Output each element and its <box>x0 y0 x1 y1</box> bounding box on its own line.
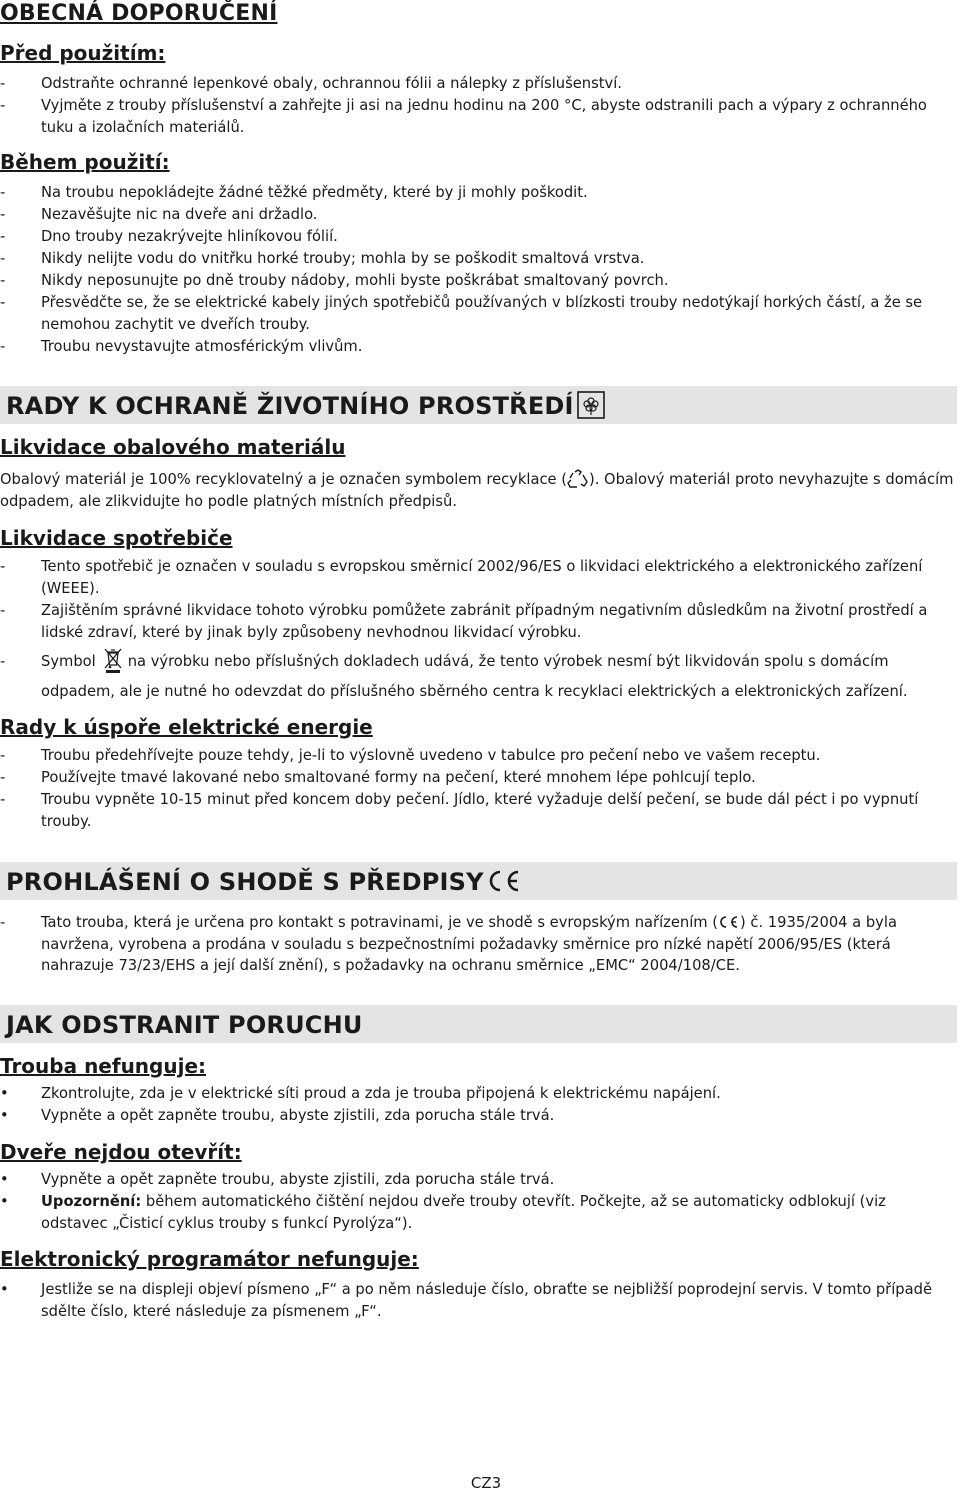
conformity-section-band <box>0 862 957 900</box>
list-dash: - <box>0 791 6 808</box>
energy-saving-heading: Rady k úspoře elektrické energie <box>0 715 373 739</box>
before-use-heading: Před použitím: <box>0 41 166 65</box>
appliance-disposal-heading: Likvidace spotřebiče <box>0 526 233 550</box>
during-use-heading: Během použití: <box>0 150 170 174</box>
eco-flower-icon <box>576 390 606 420</box>
list-item-text: Troubu předehřívejte pouze tehdy, je-li to výslovně uvedeno v tabulce pro pečení nebo ve vašem receptu. <box>41 747 821 764</box>
list-dash: - <box>0 653 6 670</box>
list-dash: - <box>0 558 6 575</box>
list-item-text: Odstraňte ochranné lepenkové obaly, ochrannou fólii a nálepky z příslušenství. <box>41 75 622 92</box>
bullet-item-text <box>41 1191 955 1234</box>
conformity-text-end: ) č. 1935/2004 a byla navržena, vyrobena a prodána v souladu s bezpečnostními požadavky směrnice pro nízké napětí 2006/95/ES (která nahrazuje 73/23/EHS a její další znění), s požadavky na ochranu směrnice „EMC“ 2004/108/CE. <box>41 914 897 974</box>
conformity-text-start: Tato trouba, která je určena pro kontakt s potravinami, je ve shodě s evropským nařízením ( <box>41 914 718 931</box>
list-item-text: Nezavěšujte nic na dveře ani držadlo. <box>41 206 318 223</box>
bullet-item-text: Vypněte a opět zapněte troubu, abyste zjistili, zda porucha stále trvá. <box>41 1107 555 1124</box>
list-dash: - <box>0 184 6 201</box>
list-item-text: Troubu vypněte 10-15 minut před koncem doby pečení. Jídlo, které vyžaduje delší pečení, se bude dál péct i po vypnutí trouby. <box>41 791 919 830</box>
list-dash: - <box>0 97 6 114</box>
list-item-text: Nikdy nelijte vodu do vnitřku horké trouby; mohla by se poškodit smaltová vrstva. <box>41 250 645 267</box>
list-dash: - <box>0 228 6 245</box>
bullet-item-text: Zkontrolujte, zda je v elektrické síti proud a zda je trouba připojená k elektrickému napájení. <box>41 1085 721 1102</box>
warning-label: Upozornění: <box>41 1193 142 1210</box>
list-item-text: Používejte tmavé lakované nebo smaltované formy na pečení, které mnohem lépe pohlcují teplo. <box>41 769 756 786</box>
list-item-text: Na troubu nepokládejte žádné těžké předměty, které by ji mohly poškodit. <box>41 184 588 201</box>
list-item-text: Vyjměte z trouby příslušenství a zahřejte ji asi na jednu hodinu na 200 °C, abyste odstranili pach a výpary z ochranného tuku a izolačních materiálů. <box>41 97 927 136</box>
conformity-heading: PROHLÁŠENÍ O SHODĚ S PŘEDPISY <box>6 867 523 897</box>
packaging-disposal-heading: Likvidace obalového materiálu <box>0 435 346 459</box>
list-item-text: Troubu nevystavujte atmosférickým vlivům. <box>41 338 363 355</box>
door-not-opening-heading: Dveře nejdou otevřít: <box>0 1140 242 1164</box>
packaging-text-start: Obalový materiál je 100% recyklovatelný a je označen symbolem recyklace ( <box>0 471 567 488</box>
oven-not-working-heading: Trouba nefunguje: <box>0 1054 207 1078</box>
ce-mark-icon <box>718 915 740 929</box>
packaging-paragraph <box>0 469 957 512</box>
list-item-text: Přesvědčte se, že se elektrické kabely jiných spotřebičů používaných v blízkosti trouby nedotýkají horkých částí, a že se nemohou zachytit ve dveřích trouby. <box>41 294 923 333</box>
bullet-item-text: Vypněte a opět zapněte troubu, abyste zjistili, zda porucha stále trvá. <box>41 1171 555 1188</box>
environment-section-band <box>0 386 957 424</box>
programmer-not-working-heading: Elektronický programátor nefunguje: <box>0 1247 419 1271</box>
bullet-marker: • <box>0 1171 9 1188</box>
list-item-text: Zajištěním správné likvidace tohoto výrobku pomůžete zabránit případným negativním důsledkům na životní prostředí a lidské zdraví, které by jinak byly způsobeny nevhodnou likvidací výrobku. <box>41 602 928 641</box>
bullet-marker: • <box>0 1193 9 1210</box>
troubleshooting-section-band <box>0 1005 957 1043</box>
list-item-text: Tento spotřebič je označen v souladu s evropskou směrnicí 2002/96/ES o likvidaci elektrického a elektronického zařízení (WEEE). <box>41 558 923 597</box>
bullet-marker: • <box>0 1281 9 1298</box>
list-item-text: Nikdy neposunujte po dně trouby nádoby, mohli byste poškrábat smaltovaný povrch. <box>41 272 669 289</box>
list-dash: - <box>0 914 6 931</box>
list-dash: - <box>0 602 6 619</box>
list-dash: - <box>0 206 6 223</box>
symbol-description: na výrobku nebo příslušných dokladech udává, že tento výrobek nesmí být likvidován spolu s domácím <box>127 653 889 670</box>
bullet-item-text: Jestliže se na displeji objeví písmeno „F“ a po něm následuje číslo, obraťte se nejbližší poprodejní servis. V tomto případě sdělte číslo, které následuje za písmenem „F“. <box>41 1281 932 1320</box>
list-dash: - <box>0 338 6 355</box>
list-dash: - <box>0 272 6 289</box>
conformity-text <box>41 912 955 977</box>
environment-heading: RADY K OCHRANĚ ŽIVOTNÍHO PROSTŘEDÍ <box>6 391 606 421</box>
list-dash: - <box>0 747 6 764</box>
list-dash: - <box>0 294 6 311</box>
crossed-out-bin-icon <box>99 647 127 673</box>
warning-text: během automatického čištění nejdou dveře trouby otevřít. Počkejte, až se automaticky odblokují (viz odstavec „Čisticí cyklus trouby s funkcí Pyrolýza“). <box>41 1193 886 1232</box>
list-dash: - <box>0 250 6 267</box>
recycle-icon <box>567 469 589 489</box>
list-item-text: odpadem, ale je nutné ho odevzdat do příslušného sběrného centra k recyklaci elektrických a elektronických zařízení. <box>41 683 908 700</box>
list-dash: - <box>0 75 6 92</box>
troubleshooting-heading: JAK ODSTRANIT PORUCHU <box>6 1011 363 1039</box>
packaging-text-end: ). Obalový materiál proto nevyhazujte s domácím odpadem, ale zlikvidujte ho podle platných místních předpisů. <box>0 471 954 510</box>
symbol-word: Symbol <box>41 653 96 670</box>
list-item-text: Dno trouby nezakrývejte hliníkovou fólií. <box>41 228 338 245</box>
ce-mark-icon <box>487 869 523 893</box>
list-dash: - <box>0 769 6 786</box>
page-number: CZ3 <box>470 1474 502 1492</box>
general-recommendations-heading: OBECNÁ DOPORUČENÍ <box>0 1 278 26</box>
list-item-text <box>41 651 955 673</box>
bullet-marker: • <box>0 1085 9 1102</box>
bullet-marker: • <box>0 1107 9 1124</box>
